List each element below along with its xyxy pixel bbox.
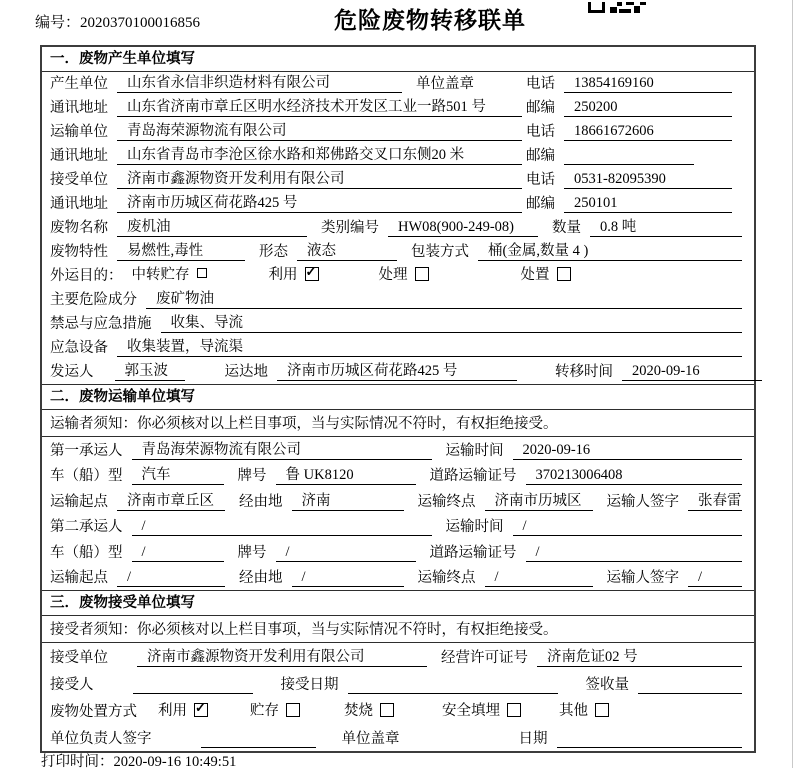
field-label: 接受人 <box>50 677 94 693</box>
field-value-underline: 山东省永信非织造材料有限公司 <box>117 71 402 93</box>
field-value-underline: / <box>513 518 743 536</box>
form-row <box>42 463 754 489</box>
form-table <box>40 45 756 753</box>
form-row <box>42 670 754 697</box>
field-label: 运输人签字 <box>606 493 679 510</box>
field-label: 邮编 <box>526 148 555 164</box>
field-label: 第一承运人 <box>50 442 123 459</box>
field-label: 日期 <box>518 731 548 747</box>
field-label: 接受日期 <box>280 677 339 693</box>
form-row <box>42 168 754 192</box>
field-label: 第二承运人 <box>50 519 123 535</box>
field-label: 数量 <box>552 220 581 236</box>
form-row <box>42 514 754 540</box>
form-row <box>42 264 754 288</box>
checkbox-label: 利用 <box>268 267 298 283</box>
field-label: 运输时间 <box>445 442 504 459</box>
form-section <box>42 47 754 384</box>
field-value-underline: 张春雷 <box>688 489 742 511</box>
field-label: 单位负责人签字 <box>50 731 152 747</box>
field-value-underline: 收集装置，导流渠 <box>117 335 742 357</box>
form-row <box>42 488 754 514</box>
field-value-underline: 济南市历城区荷花路425 号 <box>277 359 517 381</box>
field-value-underline: 废机油 <box>117 215 307 237</box>
field-value-underline: 2020-09-16 <box>513 442 743 460</box>
field-value-underline: 收集、导流 <box>161 311 743 333</box>
print-time: 2020-09-16 10:49:51 <box>113 754 237 770</box>
field-label: 运达地 <box>224 364 268 380</box>
checkbox-group <box>250 699 300 720</box>
field-value-underline: 桶(金属,数量 4 ) <box>478 239 742 261</box>
field-label: 签收量 <box>585 677 629 693</box>
form-row <box>42 72 754 96</box>
form-row <box>42 96 754 120</box>
field-value-underline: 废矿物油 <box>146 287 742 309</box>
field-label: 运输终点 <box>417 570 476 586</box>
field-value-underline: 济南市历城区荷花路425 号 <box>117 191 522 213</box>
section-notice: 运输者须知：你必须核对以上栏目事项，当与实际情况不符时，有权拒绝接受。 <box>42 410 754 437</box>
field-value-underline: 郭玉波 <box>115 359 185 381</box>
form-section <box>42 590 754 751</box>
field-label: 包装方式 <box>411 244 469 260</box>
field-label: 形态 <box>259 244 288 260</box>
field-value-underline <box>564 148 694 165</box>
form-row <box>42 120 754 144</box>
field-value-underline: 济南危证02 号 <box>537 645 742 667</box>
field-label: 电话 <box>526 124 555 140</box>
field-label: 外运目的： <box>50 268 123 284</box>
field-value-underline: 济南 <box>292 489 404 511</box>
serial-line <box>35 11 200 32</box>
checkbox-label: 利用 <box>158 703 187 719</box>
field-value-underline: / <box>117 569 225 587</box>
field-value-underline: 0531-82095390 <box>564 171 732 189</box>
form-row <box>42 360 754 384</box>
field-label: 牌号 <box>237 468 267 484</box>
field-label: 转移时间 <box>555 364 613 380</box>
field-label: 单位盖章 <box>416 76 474 92</box>
field-label: 废物名称 <box>50 220 108 236</box>
field-label: 接受单位 <box>50 650 108 666</box>
form-row <box>42 565 754 591</box>
field-label: 发运人 <box>50 364 94 380</box>
field-value-underline: 2020-09-16 <box>622 363 762 381</box>
field-value-underline: 鲁 UK8120 <box>276 463 416 485</box>
page-header <box>0 0 796 44</box>
form-row <box>42 724 754 751</box>
field-label: 运输起点 <box>50 493 108 510</box>
serial-number: 2020370100016856 <box>80 15 201 31</box>
field-label: 单位盖章 <box>341 731 400 747</box>
field-value-underline <box>638 677 742 694</box>
checkbox-checked-icon <box>305 267 319 281</box>
field-label: 运输时间 <box>445 519 504 535</box>
checkbox-group <box>269 263 319 284</box>
field-label: 禁忌与应急措施 <box>50 316 152 332</box>
field-label: 电话 <box>526 172 555 188</box>
field-label: 废物特性 <box>50 244 108 260</box>
field-value-underline <box>201 731 316 748</box>
field-value-underline: 250101 <box>564 195 732 213</box>
field-label: 运输单位 <box>50 124 108 140</box>
field-label: 运输起点 <box>50 570 108 586</box>
checkbox-unchecked-icon <box>197 268 207 278</box>
checkbox-unchecked-icon <box>415 267 429 281</box>
field-label: 接受单位 <box>50 172 108 188</box>
field-value-underline: 青岛海荣源物流有限公司 <box>117 119 522 141</box>
field-value-underline <box>348 677 558 694</box>
field-value-underline: / <box>485 569 593 587</box>
field-value-underline: 青岛海荣源物流有限公司 <box>132 438 432 460</box>
field-label: 通讯地址 <box>50 100 108 116</box>
section-notice: 接受者须知：你必须核对以上栏目事项，当与实际情况不符时，有权拒绝接受。 <box>42 616 754 643</box>
field-label: 通讯地址 <box>50 148 108 164</box>
serial-label: 编号： <box>35 15 81 31</box>
field-value-underline: 250200 <box>564 99 732 117</box>
form-row <box>42 312 754 336</box>
form-section <box>42 384 754 590</box>
field-value-underline <box>133 677 253 694</box>
field-label: 类别编号 <box>321 220 379 236</box>
field-value-underline: 济南市鑫源物资开发利用有限公司 <box>137 645 427 667</box>
field-value-underline: / <box>526 544 743 562</box>
field-value-underline <box>557 731 743 748</box>
checkbox-label: 处置 <box>520 267 550 283</box>
form-row <box>42 437 754 463</box>
field-label: 经由地 <box>239 570 283 586</box>
field-label: 牌号 <box>237 544 267 561</box>
checkbox-group <box>158 699 208 720</box>
field-value-underline: / <box>132 518 432 536</box>
page-edge-divider <box>792 0 793 768</box>
section-heading: 一．废物产生单位填写 <box>42 47 754 72</box>
checkbox-label: 处理 <box>378 267 408 283</box>
field-label: 道路运输证号 <box>429 544 517 561</box>
field-label: 车（船）型 <box>50 468 123 484</box>
field-value-underline: 易燃性,毒性 <box>117 239 245 261</box>
checkbox-group <box>344 699 394 720</box>
field-value-underline: 13854169160 <box>564 75 732 93</box>
field-value-underline: 370213006408 <box>526 467 743 485</box>
checkbox-label: 其他 <box>559 703 588 719</box>
form-row <box>42 192 754 216</box>
checkbox-unchecked-icon <box>286 703 300 717</box>
checkbox-group <box>442 699 521 720</box>
field-value-underline: HW08(900-249-08) <box>388 219 538 237</box>
field-label: 产生单位 <box>50 76 108 92</box>
checkbox-label: 安全填埋 <box>442 703 500 719</box>
field-value-underline: 济南市历城区 <box>485 489 593 511</box>
field-value-underline: 济南市鑫源物资开发利用有限公司 <box>117 167 522 189</box>
form-row <box>42 539 754 565</box>
field-label: 应急设备 <box>50 340 108 356</box>
page-title: 危险废物转移联单 <box>334 8 526 33</box>
field-label: 车（船）型 <box>50 544 123 561</box>
field-value-underline: 济南市章丘区 <box>117 489 225 511</box>
checkbox-unchecked-icon <box>507 703 521 717</box>
form-row <box>42 643 754 670</box>
form-row <box>42 240 754 264</box>
form-row <box>42 144 754 168</box>
field-label: 主要危险成分 <box>50 292 137 308</box>
field-label: 电话 <box>526 76 555 92</box>
checkbox-unchecked-icon <box>557 267 571 281</box>
form-row <box>42 288 754 312</box>
form-row <box>42 336 754 360</box>
checkbox-label: 中转贮存 <box>131 267 190 283</box>
checkbox-label: 焚烧 <box>344 703 373 719</box>
field-label: 道路运输证号 <box>429 468 517 484</box>
field-value-underline: 液态 <box>297 239 397 261</box>
qr-code-fragment-icon <box>588 0 648 18</box>
field-value-underline: 0.8 吨 <box>590 215 742 237</box>
form-row <box>42 216 754 240</box>
checkbox-group <box>132 263 207 284</box>
field-label: 通讯地址 <box>50 196 108 212</box>
field-label: 废物处置方式 <box>50 704 137 720</box>
checkbox-group <box>521 263 571 284</box>
field-value-underline: 山东省济南市章丘区明水经济技术开发区工业一路501 号 <box>117 95 522 117</box>
checkbox-checked-icon <box>194 703 208 717</box>
checkbox-group <box>559 699 609 720</box>
field-label: 经营许可证号 <box>441 650 528 666</box>
field-value-underline: / <box>292 569 404 587</box>
field-value-underline: / <box>688 569 742 587</box>
section-heading: 三．废物接受单位填写 <box>42 590 754 616</box>
field-label: 邮编 <box>526 196 555 212</box>
field-value-underline: 汽车 <box>132 463 224 485</box>
field-label: 邮编 <box>526 100 555 116</box>
field-value-underline: / <box>132 544 224 562</box>
form-row <box>42 697 754 724</box>
field-label: 运输终点 <box>417 493 476 510</box>
checkbox-label: 贮存 <box>250 703 279 719</box>
field-label: 运输人签字 <box>606 570 679 586</box>
field-label: 经由地 <box>239 493 283 510</box>
field-value-underline: / <box>276 544 416 562</box>
print-time-label: 打印时间： <box>41 754 114 770</box>
checkbox-unchecked-icon <box>595 703 609 717</box>
field-value-underline: 18661672606 <box>564 123 732 141</box>
field-value-underline: 山东省青岛市李沧区徐水路和郑佛路交叉口东侧20 米 <box>117 143 522 165</box>
section-heading: 二．废物运输单位填写 <box>42 384 754 410</box>
checkbox-group <box>379 263 429 284</box>
checkbox-unchecked-icon <box>380 703 394 717</box>
